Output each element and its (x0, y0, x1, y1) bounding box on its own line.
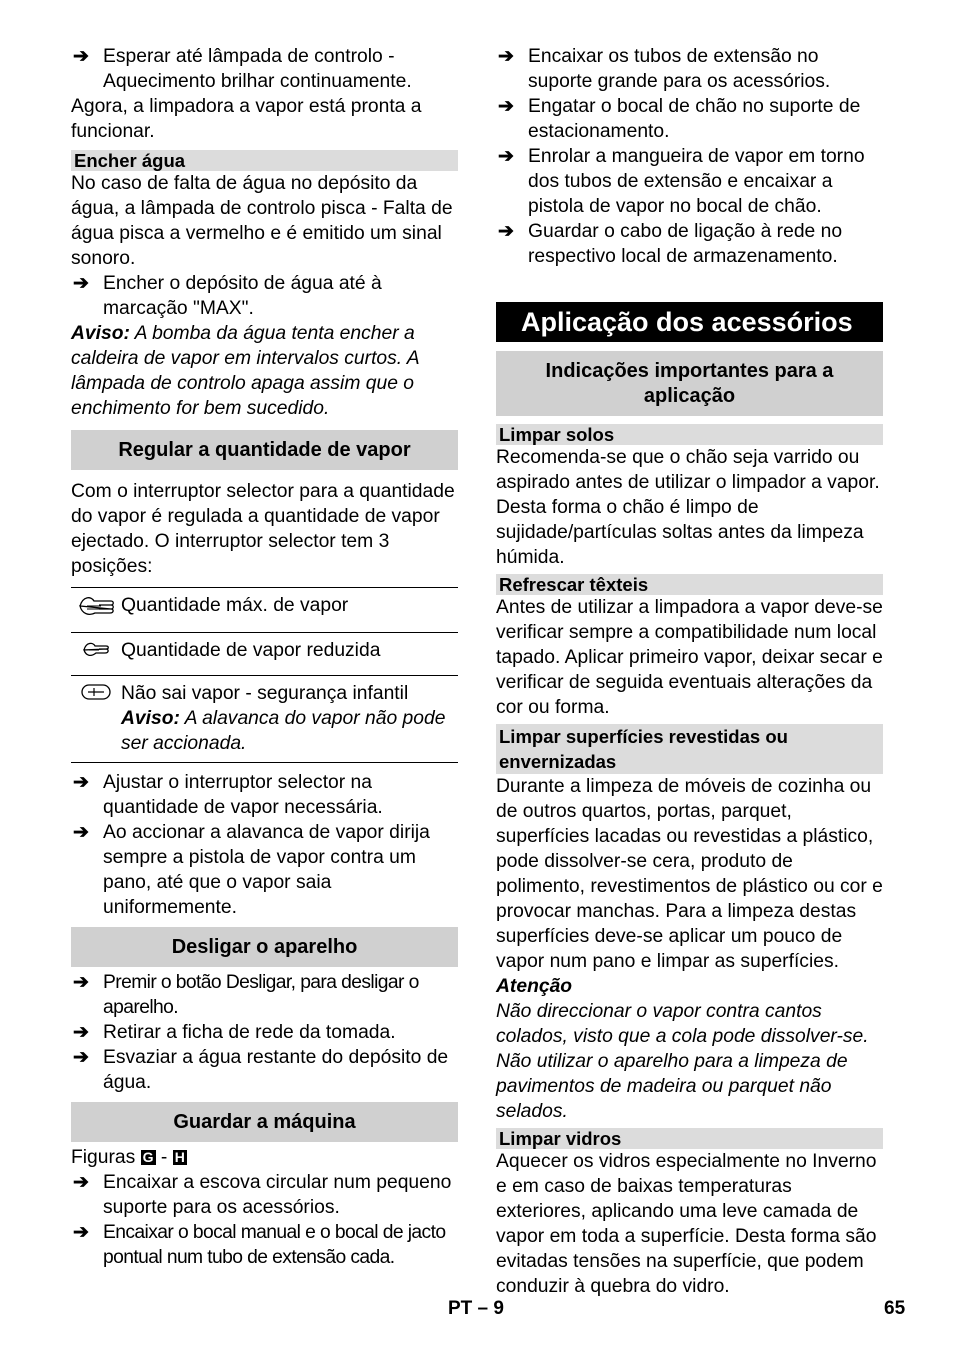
step-text: Retirar a ficha de rede da tomada. (103, 1022, 396, 1043)
arrow-icon: ➔ (73, 46, 89, 67)
paragraph: Agora, a limpadora a vapor está pronta a funcionar. (71, 96, 422, 142)
subheading-encher-agua: Encher água (71, 150, 458, 171)
step (71, 1220, 458, 1270)
arrow-icon: ➔ (73, 1022, 89, 1043)
paragraph: Antes de utilizar a limpadora a vapor deve-se verificar sempre a compatibilidade num local tapado. Aplicar primeiro vapor, deixar secar e verificar de seguida eventuais alterações da cor ou forma. (496, 597, 883, 718)
notice-label: Aviso: (121, 708, 180, 729)
paragraph: Aquecer os vidros especialmente no Inverno e em caso de baixas temperaturas exteriores, aplicando uma leve camada de vapor em toda a superfície. Desta forma são evitadas tensões na superfície, que podem conduzir à quebra do vidro. (496, 1151, 877, 1297)
figure-letter-badge: G (142, 1149, 154, 1165)
section-heading-important: Indicações importantes para a aplicação (496, 351, 883, 416)
step (71, 820, 458, 920)
subheading-textiles: Refrescar têxteis (496, 574, 883, 595)
notice (121, 706, 458, 756)
steam-positions-table (71, 587, 458, 763)
arrow-icon: ➔ (73, 822, 89, 843)
paragraph: No caso de falta de água no depósito da água, a lâmpada de controlo pisca - Falta de água pisca a vermelho e é emitido um sinal sonoro. (71, 173, 453, 269)
section-heading-store: Guardar a máquina (71, 1102, 458, 1142)
notice (71, 321, 458, 421)
step-text: Ao accionar a alavanca de vapor dirija sempre a pistola de vapor contra um pano, até que o vapor saia uniformemente. (103, 822, 430, 918)
subheading-floors: Limpar solos (496, 424, 883, 445)
step (71, 770, 458, 820)
step-text: Guardar o cabo de ligação à rede no respectivo local de armazenamento. (528, 221, 843, 267)
attention-label (496, 974, 883, 999)
right-column (496, 44, 883, 1299)
table-cell: Quantidade máx. de vapor (121, 588, 458, 633)
notice-text: A alavanca do vapor não pode ser accionada. (121, 708, 446, 754)
figure-letter-badge: H (174, 1149, 185, 1165)
step (71, 970, 458, 1020)
step (496, 144, 883, 219)
attention-paragraph (496, 999, 883, 1124)
table-cell-text: Não sai vapor - segurança infantil (121, 683, 409, 704)
section-heading-steam: Regular a quantidade de vapor (71, 430, 458, 470)
attention-text: Atenção (496, 976, 573, 997)
step-text: Encher o depósito de água até à marcação "MAX". (103, 273, 382, 319)
arrow-icon: ➔ (498, 146, 514, 167)
step-text: Esperar até lâmpada de controlo - Aquecimento brilhar continuamente. (103, 46, 412, 92)
max-steam-icon (71, 588, 121, 633)
arrow-icon: ➔ (498, 96, 514, 117)
step (496, 94, 883, 144)
figures-reference (71, 1145, 458, 1170)
paragraph: Durante a limpeza de móveis de cozinha ou de outros quartos, portas, parquet, superfícies lacadas ou revestidas a plástico, pode dissolver-se cera, produto de polimento, revestimentos de plástico ou cor e provocar manchas. Para a limpeza destas superfícies deve-se aplicar um pouco de vapor num pano e limpar as superfícies. (496, 776, 883, 972)
table-row (71, 676, 458, 763)
step (496, 219, 883, 269)
step (71, 44, 458, 94)
table-cell: Quantidade de vapor reduzida (121, 633, 458, 676)
subheading-glass: Limpar vidros (496, 1128, 883, 1149)
table-row (71, 633, 458, 676)
notice-text: A bomba da água tenta encher a caldeira de vapor em intervalos curtos. A lâmpada de controlo apaga assim que o enchimento for bem sucedido. (71, 323, 419, 419)
page-number: 65 (884, 1298, 906, 1319)
step (71, 271, 458, 321)
arrow-icon: ➔ (498, 46, 514, 67)
step-text: Enrolar a mangueira de vapor em torno dos tubos de extensão e encaixar a pistola de vapor no bocal de chão. (528, 146, 865, 217)
arrow-icon: ➔ (73, 972, 89, 993)
no-steam-lock-icon (71, 676, 121, 763)
step-text: Encaixar a escova circular num pequeno suporte para os acessórios. (103, 1172, 452, 1218)
arrow-icon: ➔ (73, 1047, 89, 1068)
paragraph: Recomenda-se que o chão seja varrido ou aspirado antes de utilizar o limpador a vapor. Desta forma o chão é limpo de sujidade/partículas soltas antes da limpeza húmida. (496, 447, 880, 568)
arrow-icon: ➔ (73, 273, 89, 294)
step-text: Esvaziar a água restante do depósito de água. (103, 1047, 449, 1093)
language-page-label: PT – 9 (448, 1298, 504, 1319)
step-text: Ajustar o interruptor selector na quantidade de vapor necessária. (103, 772, 383, 818)
step (71, 1170, 458, 1220)
arrow-icon: ➔ (73, 772, 89, 793)
table-cell (121, 676, 458, 763)
step-text: Engatar o bocal de chão no suporte de estacionamento. (528, 96, 861, 142)
figures-label: Figuras (71, 1147, 136, 1168)
arrow-icon: ➔ (73, 1172, 89, 1193)
notice-label: Aviso: (71, 323, 130, 344)
step (71, 1020, 458, 1045)
step-text: Premir o botão Desligar, para desligar o aparelho. (103, 972, 419, 1018)
attention-body: Não direccionar o vapor contra cantos colados, visto que a cola pode dissolver-se. Não utilizar o aparelho para a limpeza de pavimentos de madeira ou parquet não selados. (496, 1001, 869, 1122)
paragraph: Com o interruptor selector para a quantidade do vapor é regulada a quantidade de vapor ejectado. O interruptor selector tem 3 posições: (71, 481, 455, 577)
step (496, 44, 883, 94)
left-column (71, 44, 458, 1270)
step-text: Encaixar o bocal manual e o bocal de jacto pontual num tubo de extensão cada. (103, 1222, 446, 1268)
subheading-coated-surfaces: Limpar superfícies revestidas ou envernizadas (496, 724, 883, 774)
step-text: Encaixar os tubos de extensão no suporte grande para os acessórios. (528, 46, 831, 92)
table-row (71, 588, 458, 633)
section-heading-switch-off: Desligar o aparelho (71, 927, 458, 967)
reduced-steam-icon (71, 633, 121, 676)
step (71, 1045, 458, 1095)
arrow-icon: ➔ (498, 221, 514, 242)
chapter-heading: Aplicação dos acessórios (496, 302, 883, 342)
figures-separator: - (155, 1147, 173, 1168)
arrow-icon: ➔ (73, 1222, 89, 1243)
